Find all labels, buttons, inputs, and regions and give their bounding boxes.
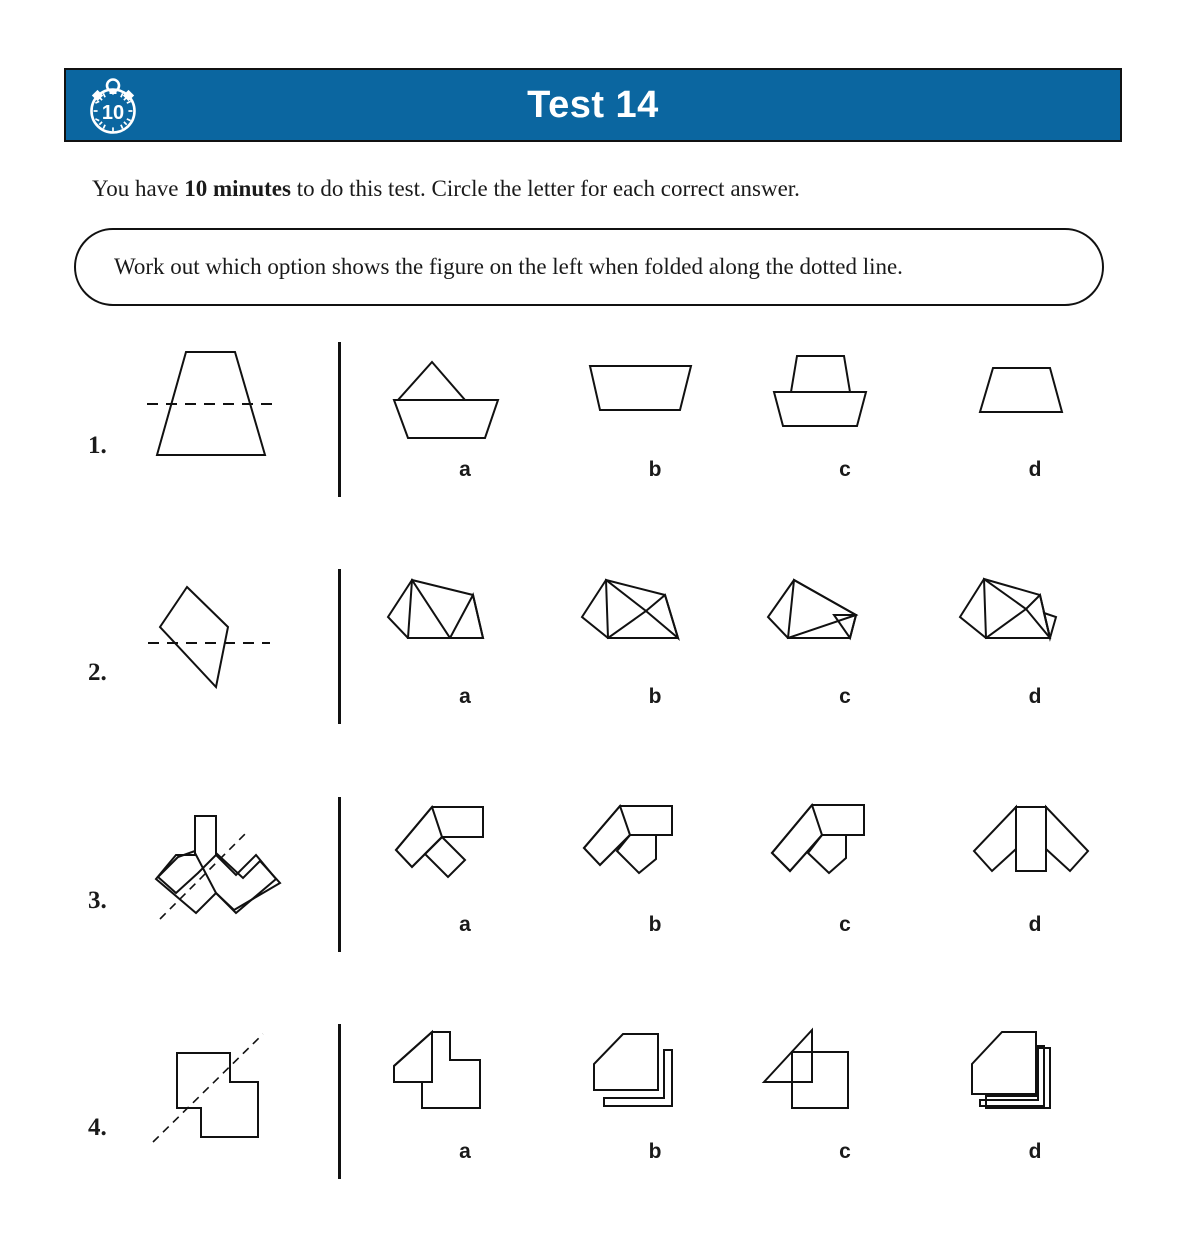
question-2-option-a[interactable] <box>370 565 560 740</box>
question-1-option-b-label: b <box>648 458 662 481</box>
question-4-option-a[interactable] <box>370 1020 560 1195</box>
question-2-option-b[interactable] <box>560 565 750 740</box>
question-row-2 <box>0 565 1200 780</box>
question-1-option-a[interactable] <box>370 338 560 513</box>
question-2-divider <box>338 569 341 724</box>
question-3-option-c[interactable] <box>750 793 940 968</box>
plain-trapezoid-icon <box>940 338 1130 468</box>
question-3-option-d[interactable] <box>940 793 1130 968</box>
question-2-option-a-label: a <box>459 685 471 708</box>
question-3-stem-figure <box>120 793 330 963</box>
question-1-option-d[interactable] <box>940 338 1130 513</box>
question-3-option-a-label: a <box>459 913 471 936</box>
task-instruction-box <box>74 228 1104 306</box>
question-1-option-b[interactable] <box>560 338 750 513</box>
slanted-trapezoid-icon <box>560 338 750 468</box>
question-2-option-b-label: b <box>648 685 662 708</box>
question-4-stem-figure <box>120 1020 330 1190</box>
question-3-option-c-label: c <box>839 913 851 936</box>
question-3-divider <box>338 797 341 952</box>
stopwatch-value: 10 <box>101 102 125 124</box>
question-number-4: 4. <box>88 1113 107 1141</box>
question-3-option-b-label: b <box>648 913 662 936</box>
quad-folded-wide-triangle-icon <box>560 565 750 695</box>
stopwatch-icon <box>80 72 146 138</box>
trapezoid-with-triangle-peak-icon <box>370 338 560 468</box>
instruction-line <box>92 176 800 202</box>
instruction-part2: to do this test. Circle the letter for each correct answer. <box>290 176 800 201</box>
question-2-options <box>370 565 1130 780</box>
question-1-option-a-label: a <box>459 458 471 481</box>
page-title: Test 14 <box>527 83 659 126</box>
question-4-options <box>370 1020 1130 1235</box>
question-3-option-b[interactable] <box>560 793 750 968</box>
question-2-option-c[interactable] <box>750 565 940 740</box>
arm-folded-closed-flap-icon <box>560 793 750 923</box>
question-number-3: 3. <box>88 886 107 914</box>
symmetric-three-arm-icon <box>940 793 1130 923</box>
triangle-over-square-icon <box>750 1020 940 1150</box>
question-row-3 <box>0 793 1200 1008</box>
question-1-options <box>370 338 1130 553</box>
question-2-stem-figure <box>120 565 330 735</box>
arm-folded-offset-flap-icon <box>750 793 940 923</box>
question-3-option-d-label: d <box>1028 913 1042 936</box>
quad-folded-notched-triangle-icon <box>940 565 1130 695</box>
question-2-option-c-label: c <box>839 685 851 708</box>
question-1-option-c[interactable] <box>750 338 940 513</box>
stepped-polygon-layered-icon <box>940 1020 1130 1150</box>
question-row-1 <box>0 338 1200 553</box>
question-1-option-c-label: c <box>839 458 851 481</box>
question-2-option-d-label: d <box>1028 685 1042 708</box>
question-4-option-d-label: d <box>1028 1140 1042 1163</box>
arm-folded-open-flap-icon <box>370 793 560 923</box>
question-4-option-b-label: b <box>648 1140 662 1163</box>
question-4-option-c-label: c <box>839 1140 851 1163</box>
question-4-divider <box>338 1024 341 1179</box>
stepped-polygon-overlap-offset-icon <box>560 1020 750 1150</box>
instruction-bold-duration: 10 minutes <box>184 176 291 201</box>
question-4-option-c[interactable] <box>750 1020 940 1195</box>
test-header-bar <box>64 68 1122 142</box>
question-1-divider <box>338 342 341 497</box>
question-row-4 <box>0 1020 1200 1235</box>
question-1-stem-figure <box>120 338 330 508</box>
question-number-2: 2. <box>88 658 107 686</box>
question-3-options <box>370 793 1130 1008</box>
question-4-option-b[interactable] <box>560 1020 750 1195</box>
question-4-option-d[interactable] <box>940 1020 1130 1195</box>
boat-double-trapezoid-icon <box>750 338 940 468</box>
task-instruction-text: Work out which option shows the figure on the left when folded along the dotted line. <box>114 254 903 279</box>
stepped-polygon-flat-fold-icon <box>370 1020 560 1150</box>
question-1-option-d-label: d <box>1028 458 1042 481</box>
question-number-1: 1. <box>88 431 107 459</box>
quad-folded-thin-triangle-icon <box>750 565 940 695</box>
question-3-option-a[interactable] <box>370 793 560 968</box>
question-2-option-d[interactable] <box>940 565 1130 740</box>
instruction-part1: You have <box>92 176 185 201</box>
quad-folded-small-triangle-right-icon <box>370 565 560 695</box>
question-4-option-a-label: a <box>459 1140 471 1163</box>
